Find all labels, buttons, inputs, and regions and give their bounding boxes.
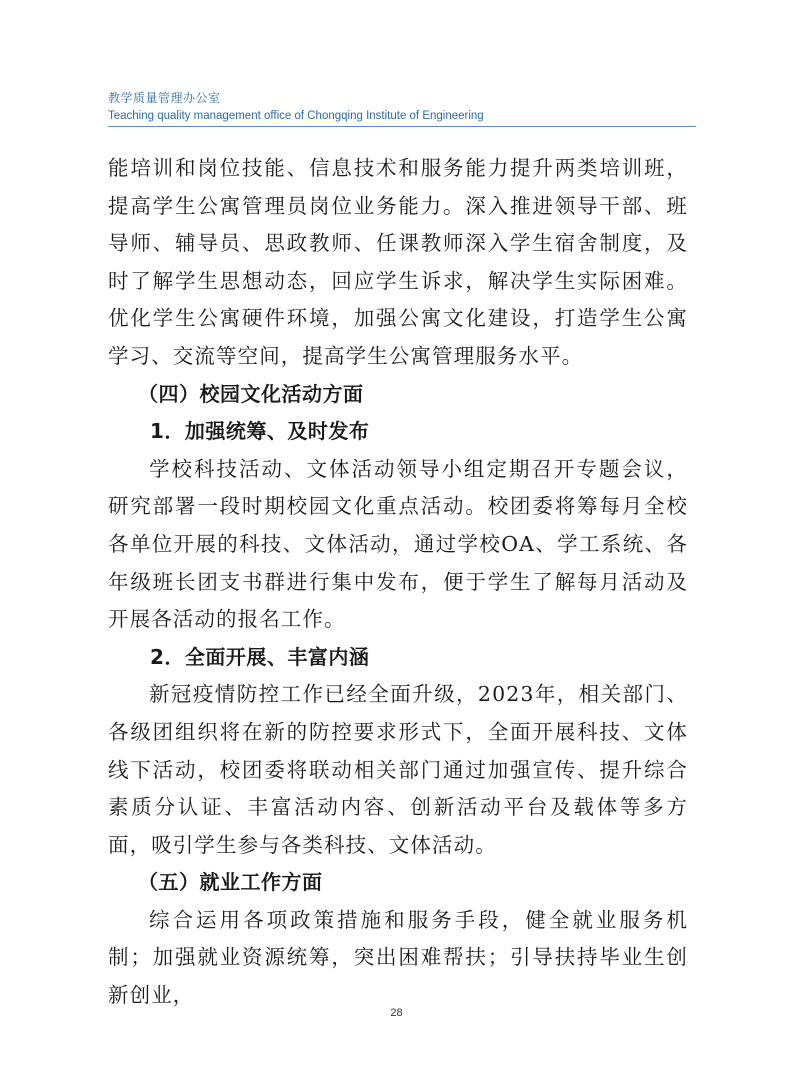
paragraph-activity-publishing: 学校科技活动、文体活动领导小组定期召开专题会议，研究部署一段时期校园文化重点活动。校团委将筹每月全校各单位开展的科技、文体活动，通过学校OA、学工系统、各年级班长团支书群进行集中发布，便于学生了解每月活动及开展各活动的报名工作。 <box>108 456 688 632</box>
document-body <box>108 150 688 1015</box>
page-header <box>108 90 696 124</box>
paragraph-offline-activities: 新冠疫情防控工作已经全面升级，2023年，相关部门、各级团组织将在新的防控要求形式下，全面开展科技、文体线下活动，校团委将联动相关部门通过加强宣传、提升综合素质分认证、丰富活动内容、创新活动平台及载体等多方面，吸引学生参与各类科技、文体活动。 <box>108 682 688 857</box>
section-heading-employment: （五）就业工作方面 <box>138 870 323 895</box>
subheading-coordination: 1．加强统筹、及时发布 <box>150 419 370 444</box>
paragraph-employment-services: 综合运用各项政策措施和服务手段，健全就业服务机制；加强就业资源统筹，突出困难帮扶；引导扶持毕业生创新创业， <box>108 907 688 1008</box>
paragraph-dormitory-management: 能培训和岗位技能、信息技术和服务能力提升两类培训班，提高学生公寓管理员岗位业务能力。深入推进领导干部、班导师、辅导员、思政教师、任课教师深入学生宿舍制度，及时了解学生思想动态，回应学生诉求，解决学生实际困难。优化学生公寓硬件环境，加强公寓文化建设，打造学生公寓学习、交流等空间，提高学生公寓管理服务水平。 <box>108 156 688 368</box>
header-divider <box>108 126 696 127</box>
page-number: 28 <box>390 1007 403 1019</box>
header-office-name-en: Teaching quality management office of Chongqing Institute of Engineering <box>108 110 484 122</box>
header-office-name-cn: 教学质量管理办公室 <box>108 91 221 105</box>
subheading-comprehensive-activities: 2．全面开展、丰富内涵 <box>150 644 370 669</box>
section-heading-campus-culture: （四）校园文化活动方面 <box>138 381 364 406</box>
